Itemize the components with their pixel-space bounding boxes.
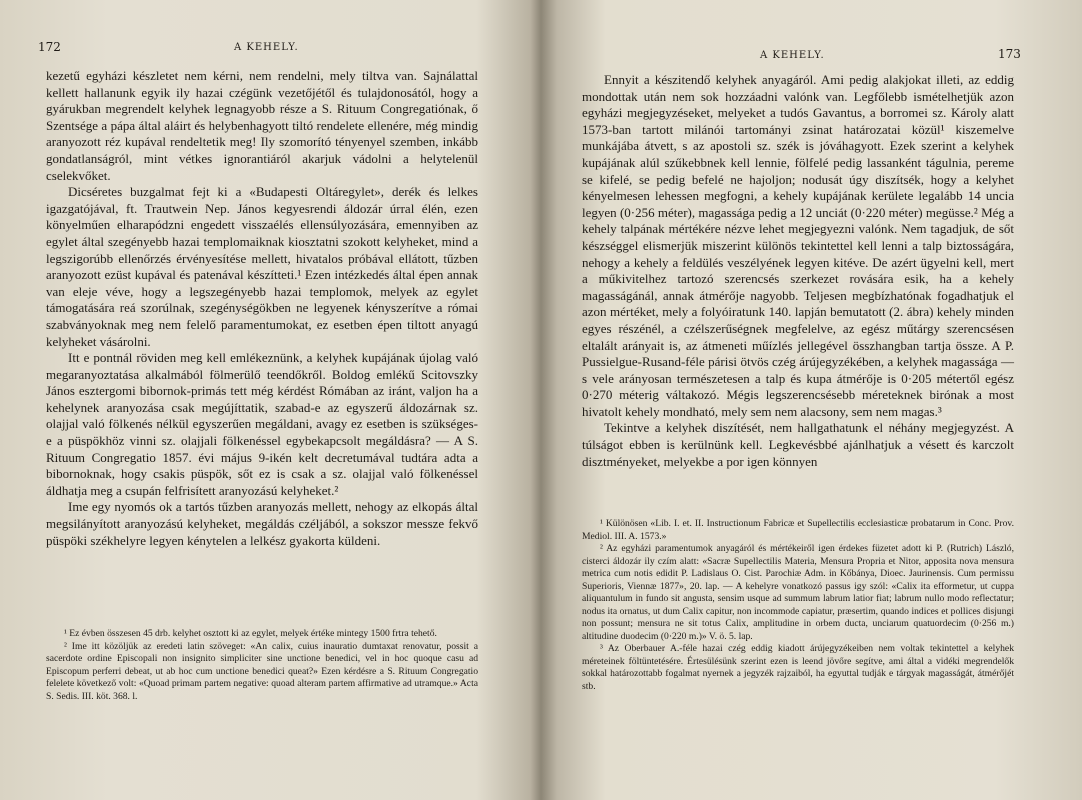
paragraph: Tekintve a kelyhek diszítését, nem hallgathatunk el néhány megjegyzést. A túlságot ebben is kerülnünk kell. Legkevésbbé ajánlhatjuk a vésett és karczolt disztményeket, melyekbe a por igen könnyen xyxy=(582,420,1014,469)
footnote: ² Az egyházi paramentumok anyagáról és mértékeiről igen érdekes füzetet adott ki P. (Rutrich) László, cisterci áldozár ily czím alatt: «Sacræ Supellectilis Materia, Mensura Propria et Nitor, apposita nova mensura metrica cum notis edidit P. Ladislaus O. Cist. Parochiæ Adm. in Kőbánya, Dioec. Jaurinensis. Cum permissu Superioris, Viennæ 1877», 20. lap. — A kehelyre vonatkozó passus igy szól: «Calix ita efformetur, ut cuppa aliquantulum in fundo sit angusta, sensim usque ad summum labrum latior fiat; labrum nullo modo reflectatur; nodus ita ornatus, ut dum Calix capitur, non incommode capiatur, præsertim, quando indices et pollices disjungi non possunt; mensura ne sit totus Calix, amplitudine in orbem ducta, unciarum quatuordecim (0·256 m.) altitudine duodecim (0·220 m.)» V. ö. 5. lap. xyxy=(582,543,1014,642)
page-number: 173 xyxy=(998,47,1021,61)
paragraph: Ime egy nyomós ok a tartós tűzben aranyozás mellett, nehogy az elkopás által megsilányított aranyozású kelyheket, megáldás czéljából, a sokszor messze fekvő püspöki székhelyre legyen kénytelen a lelkész gyakorta küldeni. xyxy=(46,499,478,548)
footnotes xyxy=(46,628,478,703)
paragraph: Dicséretes buzgalmat fejt ki a «Budapesti Oltáregylet», derék és lelkes igazgatójával, ft. Trautwein Nep. János kegyesrendi áldozár úrral élén, ezen könyelműen elharapódzni engedett visszaélés ellensúlyozására, emennyiben az egylet által szegényebb hazai templomaiknak kiosztatni szokott kelyheket, mind a legszigorúbb ellenőrzés érvényesítése mellett, hivatalos próbával ellátott, tűzben aranyozott ezüst kupával és patenával készítteti.¹ Ezen intézkedés által épen annak van eleje véve, hogy a legszegényebb hazai templomok, melyek az egylet támogatására reá szorúlnak, szegénységökben ne legyenek kényszerítve a római szabványoknak meg nem felelő paramentumokat, ez esetben épen tiltott anyagú kelyheket vásárolni. xyxy=(46,184,478,349)
left-page xyxy=(0,0,538,800)
running-head: A KEHELY. xyxy=(234,42,299,53)
paragraph: kezetű egyházi készletet nem kérni, nem rendelni, mely tiltva van. Sajnálattal kellett hallanunk egyik ily hazai czégünk vezetőjétől és tulajdonosától, hogy a gyárukban megrendelt kelyhek legnagyobb része a S. Rituum Congregatiónak, ő Szentsége a pápa által aláirt és helybenhagyott tiltó rendelete ellenére, még mindig aranyozott réz kupával rendeltetik meg! Ily szomorító tényenyel szemben, inkább gondatlanságról, mint vétkes ignorantiáról akarjuk vádolni a helytelenül cselekvőket. xyxy=(46,68,478,183)
paragraph: Itt e pontnál röviden meg kell emlékeznünk, a kelyhek kupájának újolag való megaranyoztatása alkalmából fölmerülő teendőkről. Boldog emlékű Scitovszky János esztergomi bibornok-primás tett még kérdést Rómában az iránt, valjon ha a kehelynek aranyozása csak megújíttatik, szabad-e az egyszerű áldozárnak sz. olajjal való fölkenés nélkül egyszerűen megáldani, avagy ez esetben is szükséges-e a püspökhöz vinni sz. olajjali fölkenéssel egybekapcsolt megáldásra? — A S. Rituum Congregatio 1857. évi május 9-ikén kelt decretumával tudtára adta a bibornoknak, hogy csakis püspök, sőt ez is csak a sz. olajjal való fölkenéssel áldhatja meg a csupán felfrisített aranyozású kelyheket.² xyxy=(46,350,478,498)
paragraph: Ennyit a készitendő kelyhek anyagáról. Ami pedig alakjokat illeti, az eddig mondottak után nem sok hozzáadni valónk van. Legfőlebb ismételhetjük azon egyházi megjegyzéseket, melyeket a tudós Gavantus, a borromei sz. Károly alatt 1573-ban tartott milánói tartományi zsinat határozatai közül¹ kiszemelve munkájába átvett, s az apostoli sz. szék is jóváhagyott. Ezek szerint a kelyhek kupájának alúl szűkebbnek kell lennie, fölfelé pedig lassanként tágulnia, pereme se kifelé, se pedig befelé ne hajoljon; nodusát úgy diszítsék, hogy a kelyhet kényelmesen lehessen megfogni, a kehely kupájának kerülete legalább 14 uncia legyen (0·256 méter), magassága pedig a 12 unciát (0·220 méter) megüsse.² Még a kehely talpának mértékére nézve lehet megjegyezni valónk. Nem tagadjuk, de sőt készséggel elismerjük miszerint különös tekintettel kell lenni a talp biztosságára, nehogy a kehely a feldülés veszélyének legyen kitéve. De azért ügyelni kell, mert a műkivitelhez tartozó szerencsés szerkezet rovására esik, ha a kehely magasságánál, annak átmérője nagyobb. Teljesen megbízhatónak fogadhatjuk el azon mértéket, mely a folyóiratunk 140. lapján bemutatott (2. ábra) kehely minden egyes részénél, a czélszerűségnek megfelelve, az egész műtárgy szerencsésen eltalált arányait is, az átmeneti műízlés jellegével összhangban tartja össze. A P. Pussielgue-Rusand-féle párisi ötvös czég árújegyzékében, a kelyhek magassága — s vele arányosan természetesen a talp és kupa átmérője is 0·205 métertől egész 0·270 méterig váltakozó. Mégis legszerencsésebb méreteknek birónak a most hivatolt kehely mondható, mely sem nem alacsony, sem nem magas.³ xyxy=(582,72,1014,419)
footnote: ¹ Ez évben összesen 45 drb. kelyhet osztott ki az egylet, melyek értéke mintegy 1500 frtra tehető. xyxy=(64,628,437,639)
body-text xyxy=(582,72,1014,470)
footnote: ¹ Különösen «Lib. I. et. II. Instructionum Fabricæ et Supellectilis ecclesiasticæ probatarum in Conc. Prov. Mediol. III. A. 1573.» xyxy=(582,518,1014,542)
body-text xyxy=(46,68,478,549)
running-head: A KEHELY. xyxy=(760,50,825,61)
page-number: 172 xyxy=(38,40,61,54)
footnotes xyxy=(582,518,1014,693)
footnote: ³ Az Oberbauer A.-féle hazai czég eddig kiadott árújegyzékeiben nem voltak tekintettel a kelyhek méreteinek föltüntetésére. Értesülésünk szerint ezen is leend jövőre segítve, ami által a vidéki megrendelők sokkal határozottabb fogalmat nyernek a jegyzék rajzaiból, ha egyuttal tudják e tárgyak magasságát, átmérőjét stb. xyxy=(582,643,1014,692)
footnote: ² Ime itt közöljük az eredeti latin szöveget: «An calix, cuius inauratio dumtaxat renovatur, possit a sacerdote ordine Episcopali non insignito simpliciter sine unctione benedici, vel in hoc quoque casu ad Episcopum perferri debeat, ut ab hoc cum unctione benedici queat?» Ezen kérdésre a S. Rituum Congregatio felelete következő volt: «Quoad primam partem negative: quoad alteram partem affirmative ad utramque.» Acta S. Sedis. III. köt. 368. l. xyxy=(46,640,478,702)
right-page xyxy=(544,0,1082,800)
